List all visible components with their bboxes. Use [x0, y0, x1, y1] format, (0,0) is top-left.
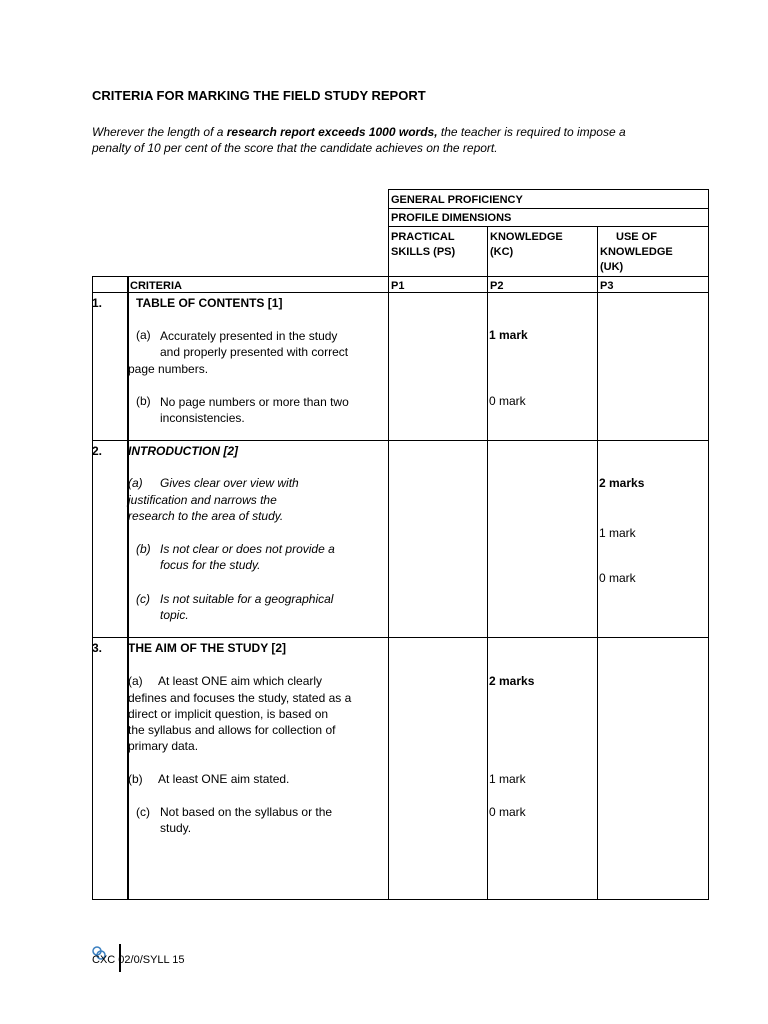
uk-header-line3: (UK) [600, 261, 624, 273]
section-1-number: 1. [92, 296, 103, 310]
section-2-item-b-label: (b) [136, 542, 151, 556]
section-2-item-a-line3: research to the area of study. [128, 509, 284, 523]
section-1-item-a-line2: and properly presented with correct [160, 345, 349, 359]
section-2-heading: INTRODUCTION [2] [128, 444, 238, 458]
page-title: CRITERIA FOR MARKING THE FIELD STUDY REPORT [92, 88, 426, 103]
penalty-note-part2: the teacher is required to impose a [437, 125, 626, 139]
penalty-note-line2: penalty of 10 per cent of the score that the candidate achieves on the report. [92, 141, 498, 155]
section-3-item-b-label: (b) [128, 772, 143, 786]
section-1-item-b-line2: inconsistencies. [160, 411, 245, 425]
kc-header [490, 230, 563, 260]
uk-header-line1: USE OF [616, 231, 657, 243]
section-2-item-c-label: (c) [136, 592, 150, 606]
kc-header-line1: KNOWLEDGE [490, 231, 563, 243]
section-1-item-a-line1: Accurately presented in the study [160, 329, 338, 343]
section-2-item-a-line2: justification and narrows the [128, 493, 277, 507]
uk-header-line2: KNOWLEDGE [600, 246, 673, 258]
criteria-header: CRITERIA [130, 280, 182, 292]
section-2-item-a-mark: 2 marks [599, 476, 645, 490]
section-1-item-b-label: (b) [136, 394, 151, 408]
penalty-note-part1: Wherever the length of a [92, 125, 227, 139]
section-1-item-a-line3: page numbers. [128, 362, 209, 376]
section-3-heading: THE AIM OF THE STUDY [2] [128, 641, 287, 655]
section-2-item-b-line2: focus for the study. [160, 558, 261, 572]
section-1-item-a-label: (a) [136, 328, 151, 342]
section-3-item-c-line2: study. [160, 821, 192, 835]
footer-text: CXC 02/0/SYLL 15 [92, 954, 185, 966]
profile-dimensions-header: PROFILE DIMENSIONS [391, 212, 512, 224]
section-3-item-a-mark: 2 marks [489, 674, 535, 688]
section-2-item-b-line1: Is not clear or does not provide a [160, 542, 335, 556]
section-2-item-c-mark: 0 mark [599, 571, 636, 585]
p3-header: P3 [600, 280, 614, 292]
section-1-heading: TABLE OF CONTENTS [1] [136, 296, 283, 310]
section-3-item-b-mark: 1 mark [489, 772, 526, 786]
uk-header [600, 230, 673, 275]
section-2-item-a-line1: Gives clear over view with [160, 476, 299, 490]
penalty-note [92, 124, 626, 156]
section-3-item-a-label: (a) [128, 674, 143, 688]
section-3-number: 3. [92, 641, 103, 655]
section-3-item-b-line1: At least ONE aim stated. [158, 772, 290, 786]
section-1-item-a-mark: 1 mark [489, 328, 528, 342]
section-2-item-c-line1: Is not suitable for a geographical [160, 592, 334, 606]
ps-header-line1: PRACTICAL [391, 231, 455, 243]
general-proficiency-header: GENERAL PROFICIENCY [391, 194, 523, 206]
ps-header-line2: SKILLS (PS) [391, 246, 456, 258]
section-1-item-b-mark: 0 mark [489, 394, 526, 408]
section-2-item-a-label: (a) [128, 476, 143, 490]
section-2-number: 2. [92, 444, 103, 458]
section-3-item-c-line1: Not based on the syllabus or the [160, 805, 333, 819]
section-3-item-a-line2: defines and focuses the study, stated as a [128, 691, 352, 705]
kc-header-line2: (KC) [490, 246, 514, 258]
section-2-item-c-line2: topic. [160, 608, 189, 622]
section-3-item-a-line5: primary data. [128, 739, 199, 753]
section-3-item-a-line3: direct or implicit question, is based on [128, 707, 329, 721]
p1-header: P1 [391, 280, 405, 292]
section-3-item-a-line1: At least ONE aim which clearly [158, 674, 323, 688]
ps-header [391, 230, 455, 260]
section-3-item-c-mark: 0 mark [489, 805, 526, 819]
penalty-note-bold: research report exceeds 1000 words, [226, 125, 438, 139]
section-3-item-a-line4: the syllabus and allows for collection of [128, 723, 336, 737]
section-1-item-b-line1: No page numbers or more than two [160, 395, 349, 409]
p2-header: P2 [490, 280, 504, 292]
section-3-item-c-label: (c) [136, 805, 150, 819]
section-2-item-b-mark: 1 mark [599, 526, 636, 540]
